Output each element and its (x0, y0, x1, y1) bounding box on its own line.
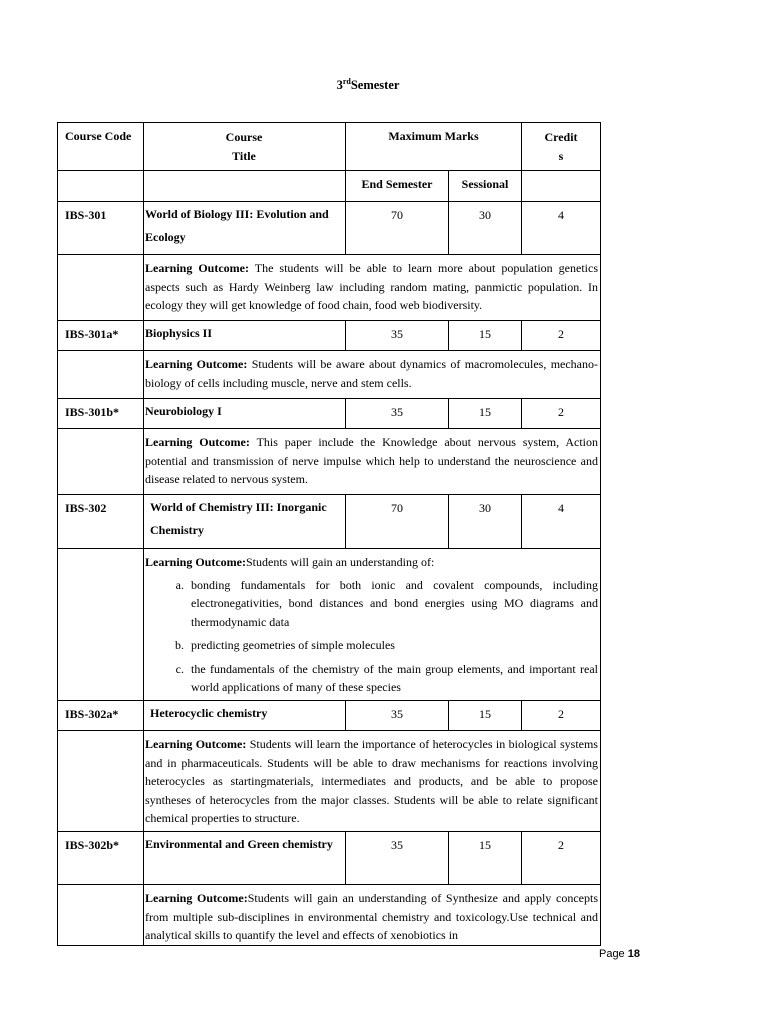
course-code: IBS-301 (58, 202, 144, 254)
course-title: Biophysics II (144, 321, 346, 350)
table-row (58, 495, 601, 549)
course-code: IBS-302 (58, 495, 144, 548)
sessional-marks: 15 (449, 321, 522, 350)
credits: 4 (522, 202, 601, 254)
header-end-semester: End Semester (346, 171, 449, 201)
learning-outcome: Learning Outcome: The students will be able to learn more about population genetics aspects such as Hardy Weinberg law including random mating, panmictic population. In ecology they will get knowledge of food chain, food web biodiversity. (144, 255, 601, 320)
credits: 2 (522, 701, 601, 730)
end-semester-marks: 35 (346, 399, 449, 428)
learning-outcome: Learning Outcome: Students will be aware about dynamics of macromolecules, mechano-biology of cells including muscle, nerve and stem cells. (144, 351, 601, 398)
table-header-row (58, 123, 601, 171)
header-maximum-marks: Maximum Marks (346, 123, 522, 170)
sessional-marks: 15 (449, 701, 522, 730)
learning-outcome: Learning Outcome:Students will gain an understanding of: a. bonding fundamentals for both ionic and covalent compounds, including electronegativities, bond distances and bond energies using MO diagrams and thermodynamic data b. predicting geometries of simple molecules c. the fundamentals of the chemistry of the main group elements, and important real world applications of many of these species (144, 549, 601, 700)
learning-outcome-row (58, 351, 601, 399)
course-code: IBS-301b* (58, 399, 144, 428)
learning-outcome: Learning Outcome: This paper include the Knowledge about nervous system, Action potential and transmission of nerve impulse which help to understand the neuroscience and disease related to nervous system. (144, 429, 601, 494)
course-title: World of Biology III: Evolution and Ecology (144, 202, 346, 254)
header-course-code: Course Code (58, 123, 144, 170)
sessional-marks: 15 (449, 399, 522, 428)
learning-outcome: Learning Outcome:Students will gain an understanding of Synthesize and apply concepts from multiple sub-disciplines in environmental chemistry and toxicology.Use technical and analytical skills to quantify the level and effects of xenobiotics in (144, 885, 601, 945)
sessional-marks: 15 (449, 832, 522, 884)
header-course-title: Course Title (144, 123, 346, 170)
table-row (58, 321, 601, 351)
list-item: a. bonding fundamentals for both ionic and covalent compounds, including electronegativities, bond distances and bond energies using MO diagrams and thermodynamic data (187, 576, 598, 632)
credits: 4 (522, 495, 601, 548)
sessional-marks: 30 (449, 495, 522, 548)
learning-outcome-row (58, 731, 601, 832)
course-title: Heterocyclic chemistry (144, 701, 346, 730)
course-code: IBS-301a* (58, 321, 144, 350)
table-subheader-row (58, 171, 601, 202)
list-item: b. predicting geometries of simple molecules (187, 636, 598, 655)
end-semester-marks: 35 (346, 321, 449, 350)
credits: 2 (522, 832, 601, 884)
course-code: IBS-302a* (58, 701, 144, 730)
credits: 2 (522, 399, 601, 428)
table-row (58, 202, 601, 255)
end-semester-marks: 70 (346, 495, 449, 548)
table-row (58, 701, 601, 731)
end-semester-marks: 35 (346, 701, 449, 730)
course-code: IBS-302b* (58, 832, 144, 884)
learning-outcome: Learning Outcome: Students will learn the importance of heterocycles in biological systems and in pharmaceuticals. Students will be able to draw mechanisms for reactions involving heterocycles as startingmaterials, intermediates and products, and be able to propose syntheses of heterocycles from the major classes. Students will be able to relate significant chemical properties to structure. (144, 731, 601, 831)
table-row (58, 832, 601, 885)
outcome-list (145, 576, 598, 697)
course-title: World of Chemistry III: Inorganic Chemistry (144, 495, 346, 548)
course-title: Neurobiology I (144, 399, 346, 428)
learning-outcome-row (58, 255, 601, 321)
table-row (58, 399, 601, 429)
learning-outcome-row (58, 429, 601, 495)
course-table (57, 122, 601, 946)
page-number: Page 18 (598, 948, 640, 960)
course-title: Environmental and Green chemistry (144, 832, 346, 884)
learning-outcome-row (58, 885, 601, 946)
semester-title: 3rdSemester (336, 77, 400, 92)
sessional-marks: 30 (449, 202, 522, 254)
learning-outcome-row (58, 549, 601, 701)
end-semester-marks: 70 (346, 202, 449, 254)
header-credits: Credit s (522, 123, 601, 170)
header-sessional: Sessional (449, 171, 522, 201)
credits: 2 (522, 321, 601, 350)
list-item: c. the fundamentals of the chemistry of the main group elements, and important real world applications of many of these species (187, 660, 598, 697)
end-semester-marks: 35 (346, 832, 449, 884)
